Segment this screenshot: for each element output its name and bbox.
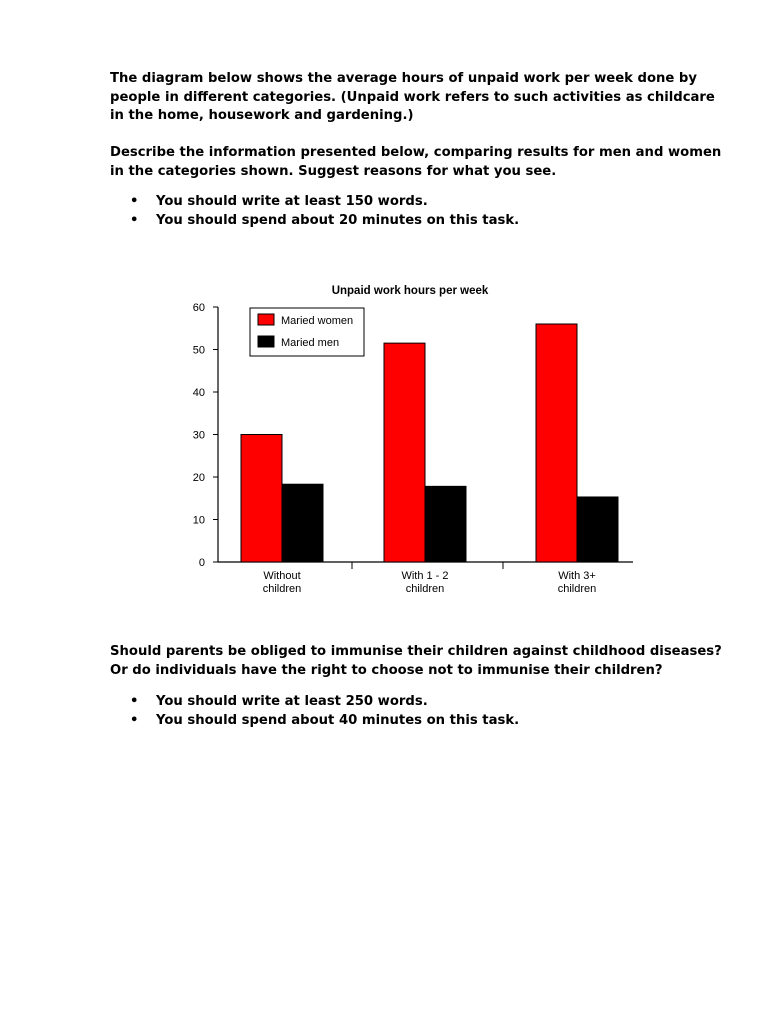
bullet-text: You should write at least 250 words. — [156, 694, 428, 709]
y-tick-label: 10 — [192, 514, 205, 527]
list-item — [130, 711, 730, 730]
legend-swatch — [258, 336, 274, 347]
y-tick-label: 30 — [192, 429, 205, 442]
task1-intro: The diagram below shows the average hours of unpaid work per week done by people in different categories. (Unpaid work refers to such activities as childcare in the home, housework and gardening.) — [110, 71, 715, 123]
y-tick-label: 60 — [192, 302, 205, 314]
x-tick-label: children — [262, 583, 302, 595]
x-tick-label: children — [405, 583, 445, 595]
y-tick-label: 40 — [192, 387, 205, 399]
legend-swatch — [258, 314, 274, 325]
bullet-text: You should spend about 40 minutes on this task. — [156, 713, 520, 728]
bullet-icon: • — [130, 194, 139, 209]
bar — [577, 497, 618, 562]
y-tick-label: 50 — [192, 344, 205, 357]
bullet-icon: • — [130, 694, 139, 709]
legend-label: Maried women — [281, 315, 354, 327]
task2-bullet-list — [130, 692, 730, 730]
x-tick-label: With 1 - 2 — [401, 570, 449, 582]
chart-title: Unpaid work hours per week — [331, 285, 489, 297]
bar — [536, 324, 577, 562]
bullet-icon: • — [130, 213, 139, 228]
legend-label: Maried men — [281, 337, 340, 349]
bar — [425, 486, 466, 562]
x-tick-label: children — [557, 583, 597, 595]
bar — [241, 435, 282, 563]
list-item — [130, 692, 730, 711]
x-tick-label: Without — [263, 570, 301, 582]
bar — [384, 343, 425, 562]
bar — [282, 484, 323, 562]
bullet-text: You should write at least 150 words. — [156, 194, 428, 209]
bullet-text: You should spend about 20 minutes on this task. — [156, 213, 520, 228]
y-tick-label: 0 — [198, 557, 205, 569]
x-tick-label: With 3+ — [558, 570, 596, 582]
bullet-icon: • — [130, 713, 139, 728]
task1-instruction: Describe the information presented below, comparing results for men and women in the categories shown. Suggest reasons for what you see. — [110, 145, 722, 179]
task2-question: Should parents be obliged to immunise their children against childhood diseases? Or do individuals have the right to choose not to immunise their children? — [110, 644, 722, 678]
y-tick-label: 20 — [192, 472, 205, 484]
